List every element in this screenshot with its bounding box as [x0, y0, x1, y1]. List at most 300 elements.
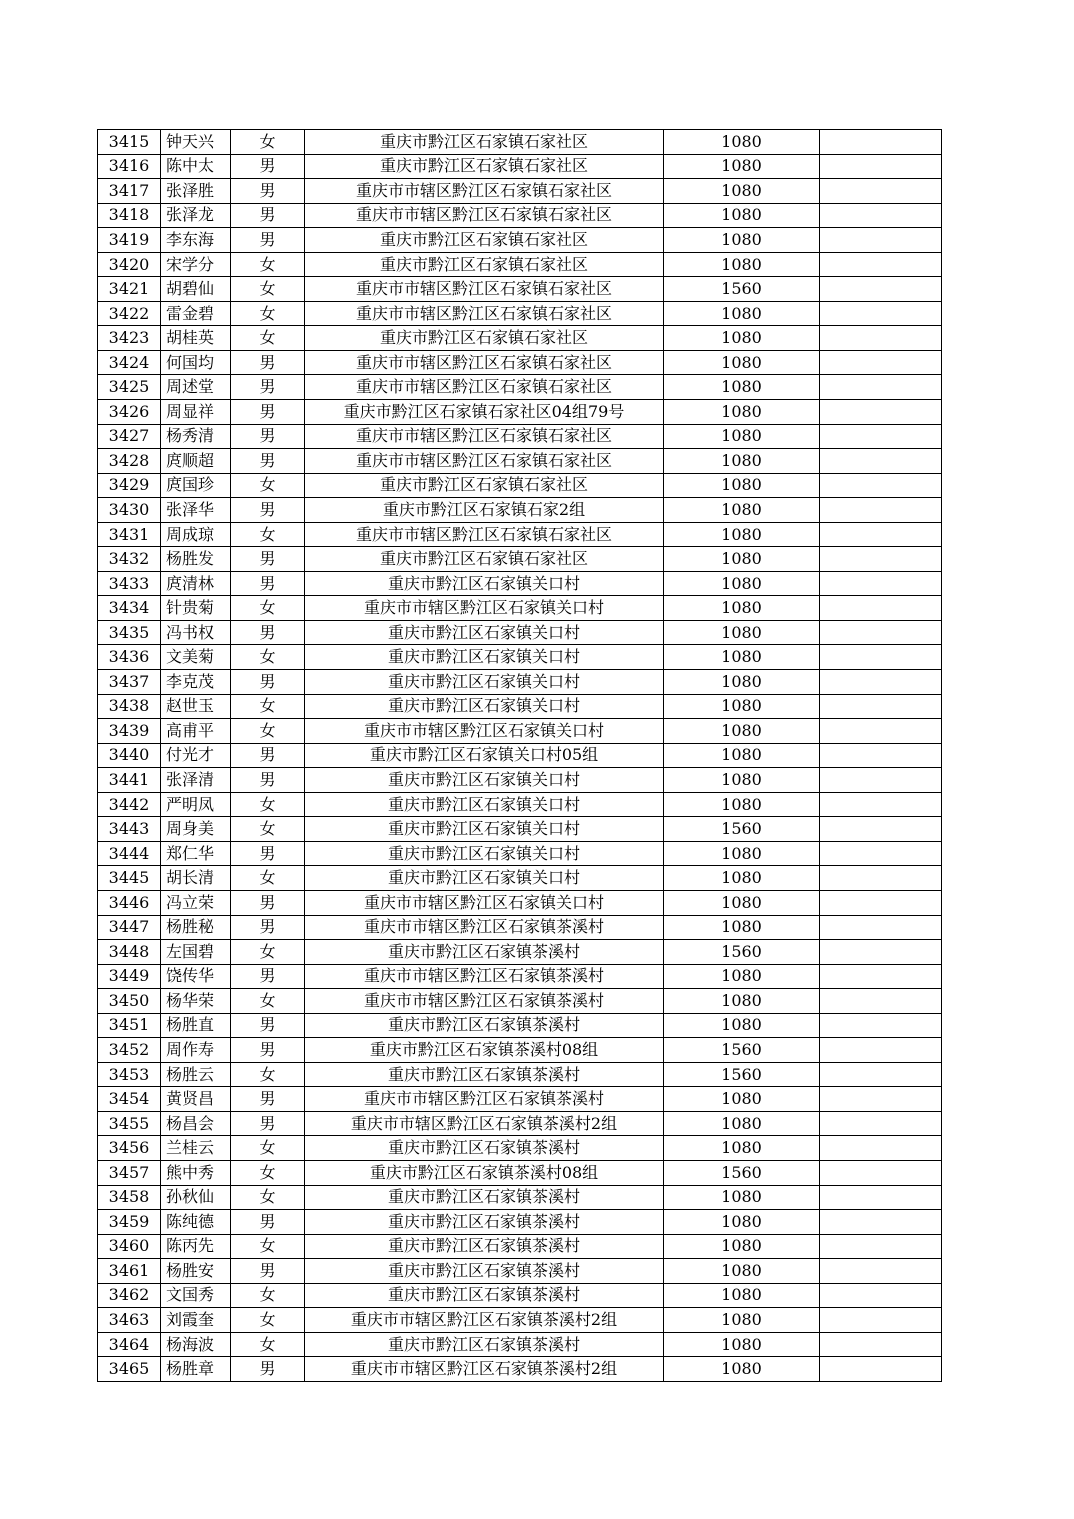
address-cell: 重庆市市辖区黔江区石家镇茶溪村: [305, 989, 664, 1014]
gender-cell: 女: [231, 473, 305, 498]
id-cell: 3438: [98, 694, 161, 719]
name-cell: 杨胜直: [161, 1013, 231, 1038]
gender-cell: 男: [231, 768, 305, 793]
address-cell: 重庆市黔江区石家镇关口村: [305, 645, 664, 670]
table-body: [98, 130, 942, 1382]
gender-cell: 女: [231, 130, 305, 155]
table-row: [98, 1210, 942, 1235]
address-cell: 重庆市黔江区石家镇石家2组: [305, 498, 664, 523]
address-cell: 重庆市黔江区石家镇石家社区: [305, 228, 664, 253]
name-cell: 黄贤昌: [161, 1087, 231, 1112]
id-cell: 3423: [98, 326, 161, 351]
id-cell: 3454: [98, 1087, 161, 1112]
address-cell: 重庆市市辖区黔江区石家镇茶溪村: [305, 964, 664, 989]
table-row: [98, 743, 942, 768]
name-cell: 何国均: [161, 350, 231, 375]
gender-cell: 男: [231, 179, 305, 204]
address-cell: 重庆市黔江区石家镇关口村: [305, 620, 664, 645]
id-cell: 3417: [98, 179, 161, 204]
note-cell: [820, 1210, 942, 1235]
note-cell: [820, 449, 942, 474]
id-cell: 3451: [98, 1013, 161, 1038]
note-cell: [820, 301, 942, 326]
name-cell: 庹顺超: [161, 449, 231, 474]
gender-cell: 男: [231, 841, 305, 866]
note-cell: [820, 1087, 942, 1112]
note-cell: [820, 498, 942, 523]
address-cell: 重庆市市辖区黔江区石家镇关口村: [305, 719, 664, 744]
name-cell: 杨胜秘: [161, 915, 231, 940]
id-cell: 3435: [98, 620, 161, 645]
amount-cell: 1080: [664, 498, 820, 523]
table-row: [98, 350, 942, 375]
note-cell: [820, 964, 942, 989]
gender-cell: 男: [231, 1210, 305, 1235]
address-cell: 重庆市市辖区黔江区石家镇茶溪村: [305, 1087, 664, 1112]
name-cell: 高甫平: [161, 719, 231, 744]
gender-cell: 男: [231, 498, 305, 523]
table-row: [98, 498, 942, 523]
address-cell: 重庆市黔江区石家镇关口村05组: [305, 743, 664, 768]
note-cell: [820, 1259, 942, 1284]
name-cell: 雷金碧: [161, 301, 231, 326]
address-cell: 重庆市黔江区石家镇石家社区: [305, 326, 664, 351]
id-cell: 3463: [98, 1308, 161, 1333]
address-cell: 重庆市市辖区黔江区石家镇茶溪村: [305, 915, 664, 940]
gender-cell: 男: [231, 350, 305, 375]
table-row: [98, 277, 942, 302]
table-row: [98, 326, 942, 351]
address-cell: 重庆市黔江区石家镇石家社区04组79号: [305, 400, 664, 425]
id-cell: 3421: [98, 277, 161, 302]
table-row: [98, 203, 942, 228]
id-cell: 3445: [98, 866, 161, 891]
address-cell: 重庆市黔江区石家镇茶溪村: [305, 1210, 664, 1235]
amount-cell: 1080: [664, 1234, 820, 1259]
id-cell: 3443: [98, 817, 161, 842]
note-cell: [820, 670, 942, 695]
address-cell: 重庆市黔江区石家镇茶溪村: [305, 1062, 664, 1087]
gender-cell: 男: [231, 1087, 305, 1112]
name-cell: 周成琼: [161, 522, 231, 547]
note-cell: [820, 866, 942, 891]
address-cell: 重庆市市辖区黔江区石家镇石家社区: [305, 179, 664, 204]
amount-cell: 1080: [664, 522, 820, 547]
name-cell: 陈中太: [161, 154, 231, 179]
amount-cell: 1080: [664, 1185, 820, 1210]
gender-cell: 女: [231, 1234, 305, 1259]
note-cell: [820, 375, 942, 400]
gender-cell: 女: [231, 989, 305, 1014]
note-cell: [820, 915, 942, 940]
name-cell: 赵世玉: [161, 694, 231, 719]
note-cell: [820, 154, 942, 179]
name-cell: 孙秋仙: [161, 1185, 231, 1210]
amount-cell: 1080: [664, 866, 820, 891]
gender-cell: 男: [231, 915, 305, 940]
name-cell: 胡桂英: [161, 326, 231, 351]
address-cell: 重庆市黔江区石家镇茶溪村: [305, 1013, 664, 1038]
name-cell: 张泽龙: [161, 203, 231, 228]
id-cell: 3436: [98, 645, 161, 670]
gender-cell: 男: [231, 154, 305, 179]
amount-cell: 1080: [664, 1283, 820, 1308]
address-cell: 重庆市黔江区石家镇关口村: [305, 817, 664, 842]
address-cell: 重庆市黔江区石家镇茶溪村08组: [305, 1160, 664, 1185]
gender-cell: 男: [231, 400, 305, 425]
address-cell: 重庆市市辖区黔江区石家镇石家社区: [305, 424, 664, 449]
table-row: [98, 940, 942, 965]
amount-cell: 1080: [664, 326, 820, 351]
gender-cell: 男: [231, 1111, 305, 1136]
note-cell: [820, 1038, 942, 1063]
gender-cell: 女: [231, 326, 305, 351]
gender-cell: 男: [231, 964, 305, 989]
note-cell: [820, 326, 942, 351]
address-cell: 重庆市黔江区石家镇茶溪村: [305, 1259, 664, 1284]
amount-cell: 1080: [664, 596, 820, 621]
amount-cell: 1080: [664, 154, 820, 179]
id-cell: 3419: [98, 228, 161, 253]
amount-cell: 1080: [664, 203, 820, 228]
gender-cell: 男: [231, 228, 305, 253]
id-cell: 3448: [98, 940, 161, 965]
table-row: [98, 1283, 942, 1308]
data-table: [97, 129, 942, 1382]
id-cell: 3459: [98, 1210, 161, 1235]
gender-cell: 男: [231, 620, 305, 645]
amount-cell: 1080: [664, 719, 820, 744]
id-cell: 3437: [98, 670, 161, 695]
gender-cell: 男: [231, 449, 305, 474]
id-cell: 3444: [98, 841, 161, 866]
id-cell: 3427: [98, 424, 161, 449]
table-row: [98, 1185, 942, 1210]
amount-cell: 1080: [664, 473, 820, 498]
note-cell: [820, 743, 942, 768]
name-cell: 针贵菊: [161, 596, 231, 621]
id-cell: 3453: [98, 1062, 161, 1087]
table-row: [98, 301, 942, 326]
id-cell: 3416: [98, 154, 161, 179]
gender-cell: 男: [231, 375, 305, 400]
id-cell: 3452: [98, 1038, 161, 1063]
table-row: [98, 1234, 942, 1259]
amount-cell: 1080: [664, 1332, 820, 1357]
note-cell: [820, 571, 942, 596]
id-cell: 3418: [98, 203, 161, 228]
amount-cell: 1560: [664, 277, 820, 302]
amount-cell: 1080: [664, 645, 820, 670]
name-cell: 宋学分: [161, 252, 231, 277]
address-cell: 重庆市市辖区黔江区石家镇石家社区: [305, 350, 664, 375]
id-cell: 3450: [98, 989, 161, 1014]
address-cell: 重庆市市辖区黔江区石家镇石家社区: [305, 203, 664, 228]
note-cell: [820, 719, 942, 744]
address-cell: 重庆市市辖区黔江区石家镇石家社区: [305, 449, 664, 474]
table-row: [98, 841, 942, 866]
note-cell: [820, 841, 942, 866]
name-cell: 陈纯德: [161, 1210, 231, 1235]
gender-cell: 女: [231, 792, 305, 817]
table-row: [98, 915, 942, 940]
note-cell: [820, 424, 942, 449]
gender-cell: 女: [231, 866, 305, 891]
table-row: [98, 719, 942, 744]
id-cell: 3433: [98, 571, 161, 596]
amount-cell: 1080: [664, 841, 820, 866]
id-cell: 3449: [98, 964, 161, 989]
id-cell: 3440: [98, 743, 161, 768]
gender-cell: 男: [231, 890, 305, 915]
amount-cell: 1080: [664, 130, 820, 155]
address-cell: 重庆市黔江区石家镇茶溪村: [305, 1185, 664, 1210]
table-row: [98, 866, 942, 891]
table-row: [98, 792, 942, 817]
amount-cell: 1080: [664, 1013, 820, 1038]
id-cell: 3432: [98, 547, 161, 572]
table-row: [98, 1308, 942, 1333]
note-cell: [820, 130, 942, 155]
amount-cell: 1080: [664, 1087, 820, 1112]
id-cell: 3456: [98, 1136, 161, 1161]
amount-cell: 1080: [664, 228, 820, 253]
table-row: [98, 890, 942, 915]
name-cell: 张泽华: [161, 498, 231, 523]
table-row: [98, 424, 942, 449]
name-cell: 冯书权: [161, 620, 231, 645]
gender-cell: 男: [231, 203, 305, 228]
address-cell: 重庆市市辖区黔江区石家镇关口村: [305, 890, 664, 915]
table-row: [98, 252, 942, 277]
note-cell: [820, 1283, 942, 1308]
name-cell: 杨海波: [161, 1332, 231, 1357]
note-cell: [820, 473, 942, 498]
note-cell: [820, 1160, 942, 1185]
table-row: [98, 179, 942, 204]
gender-cell: 女: [231, 694, 305, 719]
id-cell: 3442: [98, 792, 161, 817]
note-cell: [820, 1357, 942, 1382]
id-cell: 3431: [98, 522, 161, 547]
table-row: [98, 1259, 942, 1284]
id-cell: 3457: [98, 1160, 161, 1185]
amount-cell: 1080: [664, 792, 820, 817]
name-cell: 周述堂: [161, 375, 231, 400]
gender-cell: 女: [231, 645, 305, 670]
gender-cell: 女: [231, 940, 305, 965]
name-cell: 兰桂云: [161, 1136, 231, 1161]
gender-cell: 女: [231, 1136, 305, 1161]
amount-cell: 1560: [664, 940, 820, 965]
name-cell: 杨华荣: [161, 989, 231, 1014]
address-cell: 重庆市黔江区石家镇关口村: [305, 866, 664, 891]
gender-cell: 女: [231, 1185, 305, 1210]
note-cell: [820, 792, 942, 817]
name-cell: 左国碧: [161, 940, 231, 965]
address-cell: 重庆市市辖区黔江区石家镇茶溪村2组: [305, 1111, 664, 1136]
amount-cell: 1080: [664, 890, 820, 915]
gender-cell: 女: [231, 719, 305, 744]
gender-cell: 男: [231, 1259, 305, 1284]
gender-cell: 女: [231, 1062, 305, 1087]
name-cell: 张泽胜: [161, 179, 231, 204]
table-row: [98, 473, 942, 498]
id-cell: 3462: [98, 1283, 161, 1308]
amount-cell: 1560: [664, 817, 820, 842]
table-row: [98, 670, 942, 695]
note-cell: [820, 890, 942, 915]
address-cell: 重庆市黔江区石家镇茶溪村: [305, 1332, 664, 1357]
gender-cell: 男: [231, 1357, 305, 1382]
id-cell: 3455: [98, 1111, 161, 1136]
amount-cell: 1080: [664, 179, 820, 204]
name-cell: 陈丙先: [161, 1234, 231, 1259]
amount-cell: 1080: [664, 1210, 820, 1235]
name-cell: 周显祥: [161, 400, 231, 425]
table-row: [98, 1160, 942, 1185]
address-cell: 重庆市黔江区石家镇关口村: [305, 841, 664, 866]
table-row: [98, 596, 942, 621]
name-cell: 周身美: [161, 817, 231, 842]
table-row: [98, 547, 942, 572]
amount-cell: 1080: [664, 1259, 820, 1284]
note-cell: [820, 400, 942, 425]
address-cell: 重庆市黔江区石家镇茶溪村: [305, 1234, 664, 1259]
gender-cell: 男: [231, 1013, 305, 1038]
id-cell: 3439: [98, 719, 161, 744]
gender-cell: 女: [231, 522, 305, 547]
address-cell: 重庆市黔江区石家镇关口村: [305, 571, 664, 596]
id-cell: 3460: [98, 1234, 161, 1259]
table-row: [98, 1087, 942, 1112]
table-row: [98, 1111, 942, 1136]
address-cell: 重庆市黔江区石家镇关口村: [305, 768, 664, 793]
name-cell: 庹清林: [161, 571, 231, 596]
gender-cell: 女: [231, 817, 305, 842]
name-cell: 刘霞奎: [161, 1308, 231, 1333]
note-cell: [820, 1136, 942, 1161]
name-cell: 杨昌会: [161, 1111, 231, 1136]
amount-cell: 1560: [664, 1160, 820, 1185]
amount-cell: 1080: [664, 989, 820, 1014]
address-cell: 重庆市市辖区黔江区石家镇茶溪村2组: [305, 1357, 664, 1382]
amount-cell: 1080: [664, 571, 820, 596]
name-cell: 杨胜安: [161, 1259, 231, 1284]
gender-cell: 男: [231, 424, 305, 449]
address-cell: 重庆市黔江区石家镇茶溪村: [305, 1136, 664, 1161]
note-cell: [820, 1332, 942, 1357]
id-cell: 3434: [98, 596, 161, 621]
address-cell: 重庆市市辖区黔江区石家镇茶溪村2组: [305, 1308, 664, 1333]
name-cell: 胡长清: [161, 866, 231, 891]
gender-cell: 女: [231, 277, 305, 302]
table-row: [98, 1357, 942, 1382]
gender-cell: 男: [231, 670, 305, 695]
gender-cell: 男: [231, 1038, 305, 1063]
name-cell: 文美菊: [161, 645, 231, 670]
amount-cell: 1080: [664, 694, 820, 719]
name-cell: 严明凤: [161, 792, 231, 817]
table-row: [98, 1038, 942, 1063]
note-cell: [820, 179, 942, 204]
address-cell: 重庆市市辖区黔江区石家镇石家社区: [305, 375, 664, 400]
address-cell: 重庆市黔江区石家镇茶溪村: [305, 940, 664, 965]
address-cell: 重庆市市辖区黔江区石家镇石家社区: [305, 277, 664, 302]
id-cell: 3415: [98, 130, 161, 155]
amount-cell: 1080: [664, 252, 820, 277]
amount-cell: 1080: [664, 1357, 820, 1382]
address-cell: 重庆市黔江区石家镇石家社区: [305, 252, 664, 277]
table-row: [98, 571, 942, 596]
id-cell: 3441: [98, 768, 161, 793]
address-cell: 重庆市黔江区石家镇茶溪村: [305, 1283, 664, 1308]
id-cell: 3464: [98, 1332, 161, 1357]
table-row: [98, 522, 942, 547]
gender-cell: 女: [231, 596, 305, 621]
table-row: [98, 768, 942, 793]
id-cell: 3424: [98, 350, 161, 375]
note-cell: [820, 1062, 942, 1087]
gender-cell: 女: [231, 1283, 305, 1308]
address-cell: 重庆市黔江区石家镇石家社区: [305, 154, 664, 179]
id-cell: 3426: [98, 400, 161, 425]
amount-cell: 1080: [664, 1111, 820, 1136]
name-cell: 周作寿: [161, 1038, 231, 1063]
address-cell: 重庆市黔江区石家镇关口村: [305, 694, 664, 719]
name-cell: 熊中秀: [161, 1160, 231, 1185]
name-cell: 郑仁华: [161, 841, 231, 866]
address-cell: 重庆市市辖区黔江区石家镇石家社区: [305, 522, 664, 547]
gender-cell: 男: [231, 547, 305, 572]
table-row: [98, 375, 942, 400]
id-cell: 3461: [98, 1259, 161, 1284]
name-cell: 杨胜发: [161, 547, 231, 572]
address-cell: 重庆市黔江区石家镇茶溪村08组: [305, 1038, 664, 1063]
address-cell: 重庆市黔江区石家镇关口村: [305, 792, 664, 817]
amount-cell: 1560: [664, 1062, 820, 1087]
table-row: [98, 645, 942, 670]
name-cell: 杨秀清: [161, 424, 231, 449]
note-cell: [820, 1234, 942, 1259]
note-cell: [820, 989, 942, 1014]
table-row: [98, 989, 942, 1014]
note-cell: [820, 768, 942, 793]
note-cell: [820, 620, 942, 645]
table-row: [98, 228, 942, 253]
table-row: [98, 620, 942, 645]
gender-cell: 女: [231, 1308, 305, 1333]
amount-cell: 1080: [664, 620, 820, 645]
name-cell: 李克茂: [161, 670, 231, 695]
note-cell: [820, 522, 942, 547]
gender-cell: 男: [231, 571, 305, 596]
amount-cell: 1080: [664, 375, 820, 400]
note-cell: [820, 1185, 942, 1210]
gender-cell: 女: [231, 1332, 305, 1357]
name-cell: 李东海: [161, 228, 231, 253]
note-cell: [820, 1308, 942, 1333]
name-cell: 钟天兴: [161, 130, 231, 155]
id-cell: 3465: [98, 1357, 161, 1382]
name-cell: 付光才: [161, 743, 231, 768]
id-cell: 3446: [98, 890, 161, 915]
amount-cell: 1080: [664, 350, 820, 375]
table-row: [98, 694, 942, 719]
address-cell: 重庆市黔江区石家镇石家社区: [305, 547, 664, 572]
note-cell: [820, 277, 942, 302]
amount-cell: 1080: [664, 424, 820, 449]
